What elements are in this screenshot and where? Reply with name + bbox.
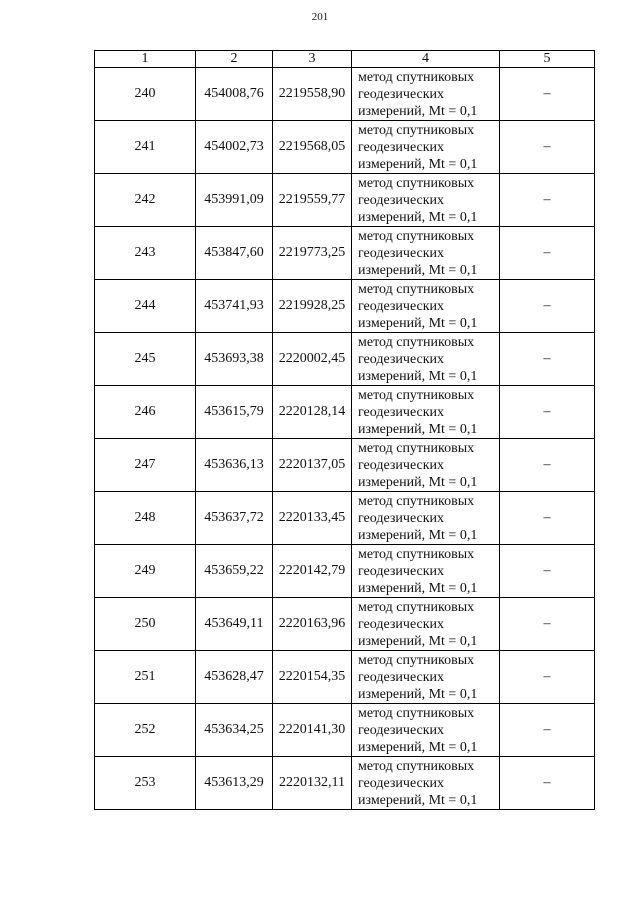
method-line: измерений, Mt = 0,1 — [358, 315, 478, 331]
point-number-cell: 242 — [95, 174, 196, 227]
method-line: метод спутниковых — [358, 705, 475, 721]
x-coordinate-cell: 454002,73 — [196, 121, 273, 174]
method-line: метод спутниковых — [358, 122, 475, 138]
note-cell: – — [500, 757, 595, 810]
y-coordinate-cell: 2220141,30 — [273, 704, 352, 757]
point-number-cell: 249 — [95, 545, 196, 598]
table-row — [95, 227, 595, 280]
method-line: измерений, Mt = 0,1 — [358, 156, 478, 172]
method-line: геодезических — [358, 563, 445, 579]
method-line: измерений, Mt = 0,1 — [358, 262, 478, 278]
point-number-cell: 253 — [95, 757, 196, 810]
table-header-row — [95, 51, 595, 68]
note-cell: – — [500, 333, 595, 386]
note-cell: – — [500, 492, 595, 545]
method-line: метод спутниковых — [358, 69, 475, 85]
page-number: 201 — [311, 11, 329, 23]
y-coordinate-cell: 2220163,96 — [273, 598, 352, 651]
method-line: измерений, Mt = 0,1 — [358, 686, 478, 702]
method-cell — [352, 174, 500, 227]
method-line: измерений, Mt = 0,1 — [358, 633, 478, 649]
y-coordinate-cell: 2219559,77 — [273, 174, 352, 227]
method-cell — [352, 68, 500, 121]
method-line: геодезических — [358, 86, 445, 102]
column-header-5: 5 — [500, 51, 595, 68]
y-coordinate-cell: 2220128,14 — [273, 386, 352, 439]
note-cell: – — [500, 386, 595, 439]
x-coordinate-cell: 453659,22 — [196, 545, 273, 598]
method-line: метод спутниковых — [358, 440, 475, 456]
y-coordinate-cell: 2220137,05 — [273, 439, 352, 492]
method-cell — [352, 280, 500, 333]
table-row — [95, 757, 595, 810]
note-cell: – — [500, 280, 595, 333]
y-coordinate-cell: 2219558,90 — [273, 68, 352, 121]
x-coordinate-cell: 453693,38 — [196, 333, 273, 386]
note-cell: – — [500, 174, 595, 227]
y-coordinate-cell: 2219773,25 — [273, 227, 352, 280]
method-line: измерений, Mt = 0,1 — [358, 103, 478, 119]
x-coordinate-cell: 453636,13 — [196, 439, 273, 492]
method-line: измерений, Mt = 0,1 — [358, 209, 478, 225]
table-row — [95, 68, 595, 121]
method-cell — [352, 704, 500, 757]
method-line: метод спутниковых — [358, 387, 475, 403]
method-line: геодезических — [358, 192, 445, 208]
x-coordinate-cell: 453741,93 — [196, 280, 273, 333]
method-line: метод спутниковых — [358, 334, 475, 350]
y-coordinate-cell: 2220154,35 — [273, 651, 352, 704]
y-coordinate-cell: 2220142,79 — [273, 545, 352, 598]
method-line: геодезических — [358, 722, 445, 738]
note-cell: – — [500, 68, 595, 121]
x-coordinate-cell: 453615,79 — [196, 386, 273, 439]
table-row — [95, 651, 595, 704]
method-cell — [352, 121, 500, 174]
method-line: метод спутниковых — [358, 758, 475, 774]
point-number-cell: 246 — [95, 386, 196, 439]
method-line: измерений, Mt = 0,1 — [358, 527, 478, 543]
method-line: метод спутниковых — [358, 175, 475, 191]
coordinates-table — [94, 50, 595, 810]
table-row — [95, 333, 595, 386]
method-line: измерений, Mt = 0,1 — [358, 474, 478, 490]
method-cell — [352, 386, 500, 439]
method-line: геодезических — [358, 404, 445, 420]
column-header-3: 3 — [273, 51, 352, 68]
column-header-2: 2 — [196, 51, 273, 68]
table-row — [95, 704, 595, 757]
method-line: метод спутниковых — [358, 281, 475, 297]
method-line: измерений, Mt = 0,1 — [358, 368, 478, 384]
method-line: измерений, Mt = 0,1 — [358, 739, 478, 755]
method-line: метод спутниковых — [358, 546, 475, 562]
note-cell: – — [500, 227, 595, 280]
method-line: метод спутниковых — [358, 599, 475, 615]
method-cell — [352, 651, 500, 704]
column-header-1: 1 — [95, 51, 196, 68]
point-number-cell: 248 — [95, 492, 196, 545]
x-coordinate-cell: 453613,29 — [196, 757, 273, 810]
point-number-cell: 244 — [95, 280, 196, 333]
point-number-cell: 245 — [95, 333, 196, 386]
note-cell: – — [500, 121, 595, 174]
column-header-4: 4 — [352, 51, 500, 68]
method-line: геодезических — [358, 457, 445, 473]
x-coordinate-cell: 453637,72 — [196, 492, 273, 545]
x-coordinate-cell: 453628,47 — [196, 651, 273, 704]
note-cell: – — [500, 651, 595, 704]
method-cell — [352, 227, 500, 280]
point-number-cell: 243 — [95, 227, 196, 280]
table-row — [95, 386, 595, 439]
method-line: метод спутниковых — [358, 652, 475, 668]
method-line: измерений, Mt = 0,1 — [358, 421, 478, 437]
point-number-cell: 241 — [95, 121, 196, 174]
note-cell: – — [500, 439, 595, 492]
x-coordinate-cell: 453991,09 — [196, 174, 273, 227]
method-line: геодезических — [358, 510, 445, 526]
point-number-cell: 252 — [95, 704, 196, 757]
table-row — [95, 439, 595, 492]
method-cell — [352, 439, 500, 492]
y-coordinate-cell: 2220132,11 — [273, 757, 352, 810]
table-row — [95, 174, 595, 227]
x-coordinate-cell: 453649,11 — [196, 598, 273, 651]
method-line: измерений, Mt = 0,1 — [358, 580, 478, 596]
table-row — [95, 121, 595, 174]
table-row — [95, 492, 595, 545]
x-coordinate-cell: 454008,76 — [196, 68, 273, 121]
point-number-cell: 250 — [95, 598, 196, 651]
note-cell: – — [500, 704, 595, 757]
y-coordinate-cell: 2219928,25 — [273, 280, 352, 333]
method-line: геодезических — [358, 351, 445, 367]
method-line: геодезических — [358, 775, 445, 791]
point-number-cell: 240 — [95, 68, 196, 121]
table-row — [95, 280, 595, 333]
x-coordinate-cell: 453847,60 — [196, 227, 273, 280]
method-line: геодезических — [358, 616, 445, 632]
y-coordinate-cell: 2219568,05 — [273, 121, 352, 174]
method-line: геодезических — [358, 245, 445, 261]
method-line: метод спутниковых — [358, 493, 475, 509]
method-line: геодезических — [358, 139, 445, 155]
point-number-cell: 251 — [95, 651, 196, 704]
method-line: геодезических — [358, 669, 445, 685]
method-cell — [352, 492, 500, 545]
y-coordinate-cell: 2220133,45 — [273, 492, 352, 545]
table-row — [95, 598, 595, 651]
table-row — [95, 545, 595, 598]
x-coordinate-cell: 453634,25 — [196, 704, 273, 757]
note-cell: – — [500, 598, 595, 651]
method-cell — [352, 598, 500, 651]
note-cell: – — [500, 545, 595, 598]
method-cell — [352, 333, 500, 386]
method-line: измерений, Mt = 0,1 — [358, 792, 478, 808]
y-coordinate-cell: 2220002,45 — [273, 333, 352, 386]
method-cell — [352, 757, 500, 810]
method-cell — [352, 545, 500, 598]
point-number-cell: 247 — [95, 439, 196, 492]
method-line: геодезических — [358, 298, 445, 314]
method-line: метод спутниковых — [358, 228, 475, 244]
